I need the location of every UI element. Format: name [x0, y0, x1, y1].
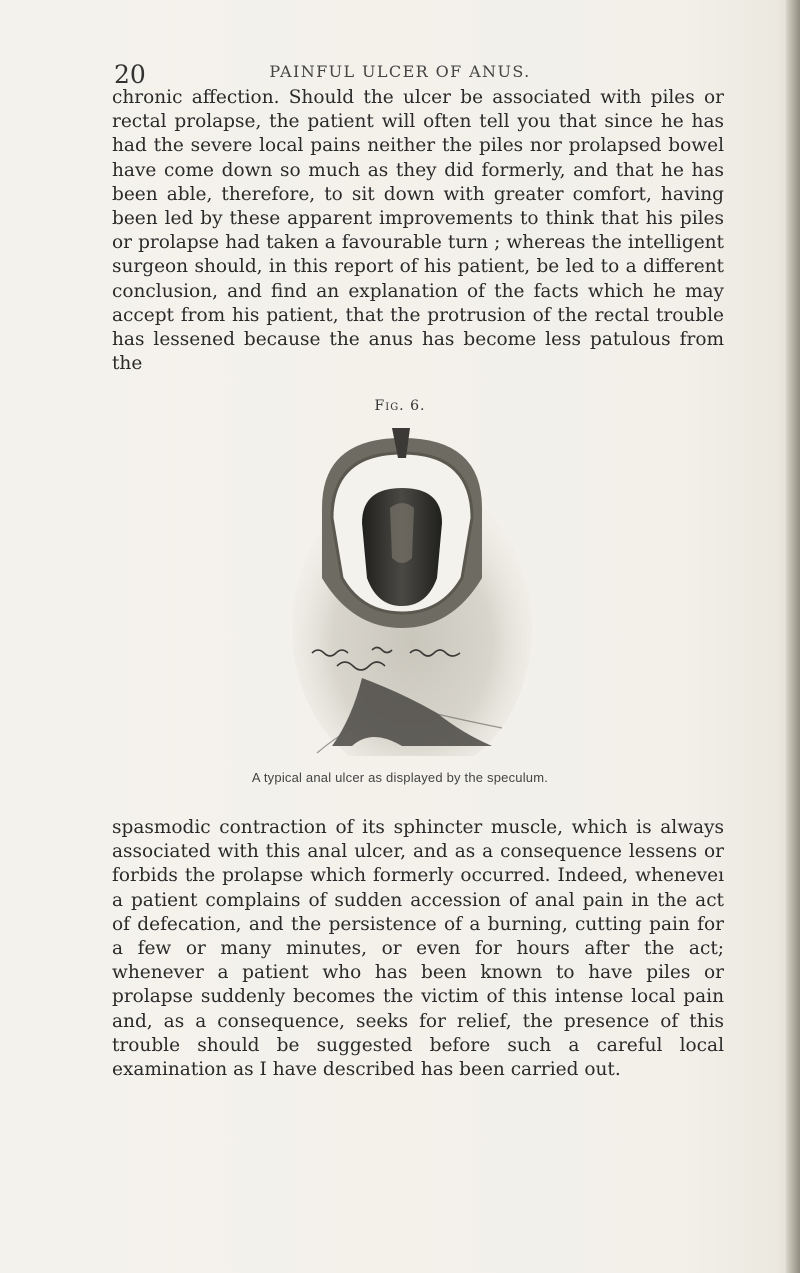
- figure-caption: A typical anal ulcer as displayed by the speculum.: [251, 770, 549, 785]
- body-paragraph-bottom: spasmodic contraction of its sphincter muscle, which is always associated with this anal ulcer, and as a consequence lessens or forbids the prolapse which formerly occurred. Indeed, wheneveı a patient complains of sudden accession of anal pain in the act of defecation, and the persistence of a burning, cutting pain for a few or many minutes, or even for hours after the act; whenever a patient who has been known to have piles or prolapse suddenly becomes the victim of this intense local pain and, as a consequence, seeks for relief, the presence of this trouble should be suggested before such a careful local examination as I have described has been carried out.: [112, 817, 724, 1081]
- ulcer-mark: [390, 503, 414, 563]
- body-paragraph-top: chronic affection. Should the ulcer be associated with piles or rectal prolapse, the patient will often tell you that since he has had the severe local pains neither the piles nor prolapsed bowel have come down so much as they did formerly, and that he has been able, therefore, to sit down with greater comfort, having been led by these apparent improvements to think that his piles or prolapse had taken a favourable turn ; whereas the intelligent surgeon should, in this report of his patient, be led to a different conclusion, and find an explanation of the facts which he may accept from his patient, that the protrusion of the rectal trouble has lessened because the anus has become less patulous from the: [112, 87, 724, 375]
- page-number: 20: [114, 60, 146, 89]
- page-edge-shadow: [786, 0, 800, 1273]
- figure-label: Fig. 6.: [374, 398, 426, 414]
- running-title: PAINFUL ULCER OF ANUS.: [269, 62, 531, 81]
- speculum-illustration: [292, 428, 612, 756]
